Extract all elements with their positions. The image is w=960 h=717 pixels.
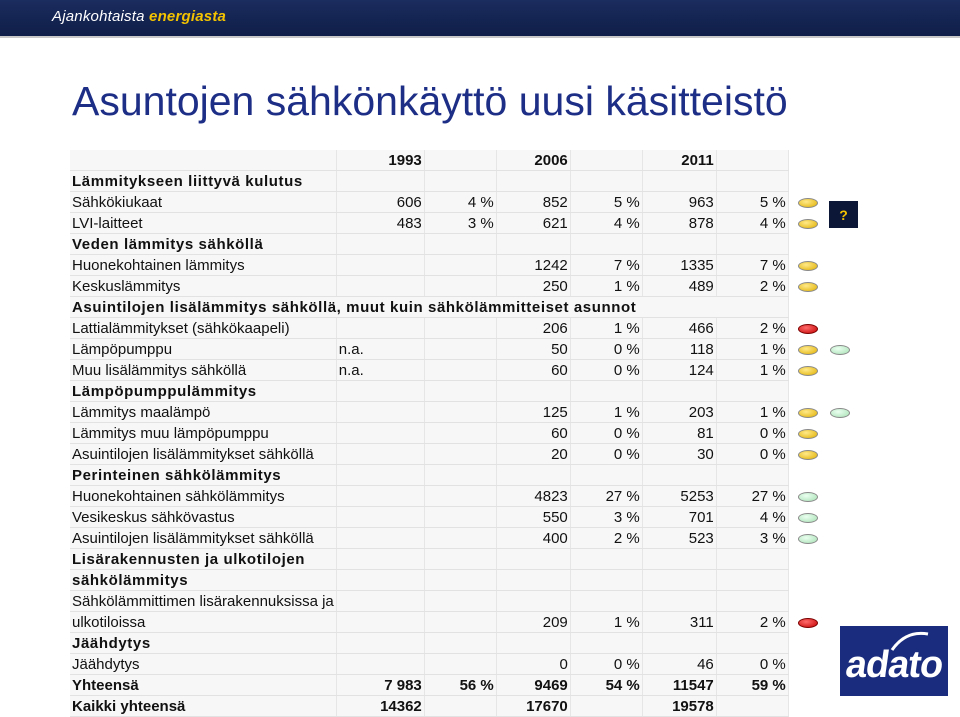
value-cell <box>336 612 424 633</box>
value-cell: 0 <box>496 654 570 675</box>
share-cell: 27 % <box>570 486 642 507</box>
row-label: Asuintilojen lisälämmitykset sähköllä <box>70 528 336 549</box>
share-cell <box>424 423 496 444</box>
red-indicator-icon <box>798 618 818 628</box>
share-cell <box>570 171 642 192</box>
table-row <box>70 444 788 465</box>
value-cell: 60 <box>496 423 570 444</box>
value-cell: 852 <box>496 192 570 213</box>
share-cell: 4 % <box>570 213 642 234</box>
table-row <box>70 486 788 507</box>
share-cell <box>424 444 496 465</box>
share-cell: 2 % <box>716 612 788 633</box>
share-cell: 0 % <box>570 423 642 444</box>
share-cell <box>716 570 788 591</box>
page-title: Asuntojen sähkönkäyttö uusi käsitteistö <box>72 78 788 124</box>
table-row <box>70 213 788 234</box>
share-cell: 5 % <box>716 192 788 213</box>
table-row <box>70 507 788 528</box>
share-cell: 2 % <box>716 318 788 339</box>
share-cell <box>424 528 496 549</box>
year-header-row <box>70 150 788 171</box>
value-cell: 878 <box>642 213 716 234</box>
value-cell: 9469 <box>496 675 570 696</box>
value-cell: 46 <box>642 654 716 675</box>
row-label: Lämmitys muu lämpöpumppu <box>70 423 336 444</box>
share-cell <box>716 234 788 255</box>
value-cell <box>336 507 424 528</box>
yellow-indicator-icon <box>798 198 818 208</box>
share-cell: 4 % <box>716 507 788 528</box>
share-cell <box>570 381 642 402</box>
value-cell: 4823 <box>496 486 570 507</box>
value-cell <box>336 318 424 339</box>
value-cell <box>336 234 424 255</box>
share-cell: 4 % <box>716 213 788 234</box>
share-cell <box>424 633 496 654</box>
share-cell <box>424 402 496 423</box>
table-row <box>70 297 788 318</box>
row-label: Lämpöpumppulämmitys <box>70 381 336 402</box>
value-cell: 701 <box>642 507 716 528</box>
table-row <box>70 255 788 276</box>
row-label: Jäähdytys <box>70 654 336 675</box>
share-cell <box>424 654 496 675</box>
value-cell: 14362 <box>336 696 424 717</box>
year-header: 1993 <box>336 150 424 171</box>
table-row <box>70 360 788 381</box>
green-indicator-icon <box>798 513 818 523</box>
value-cell <box>336 591 424 612</box>
value-cell: 20 <box>496 444 570 465</box>
share-cell <box>570 570 642 591</box>
share-cell: 54 % <box>570 675 642 696</box>
share-cell: 3 % <box>716 528 788 549</box>
share-cell <box>424 318 496 339</box>
yellow-indicator-icon <box>798 366 818 376</box>
share-cell <box>424 696 496 717</box>
share-cell: 5 % <box>570 192 642 213</box>
brand-text: Ajankohtaista energiasta <box>52 8 227 25</box>
value-cell <box>496 465 570 486</box>
yellow-indicator-icon <box>798 345 818 355</box>
share-cell: 3 % <box>570 507 642 528</box>
question-mark-badge: ? <box>829 201 858 228</box>
header-divider <box>0 36 960 38</box>
share-cell: 4 % <box>424 192 496 213</box>
yellow-indicator-icon <box>798 429 818 439</box>
share-cell <box>424 507 496 528</box>
row-label: LVI-laitteet <box>70 213 336 234</box>
logo-wordmark: adato <box>843 644 946 686</box>
value-cell: 483 <box>336 213 424 234</box>
share-cell: 0 % <box>716 654 788 675</box>
table-row <box>70 675 788 696</box>
share-cell <box>716 381 788 402</box>
table-row <box>70 192 788 213</box>
value-cell: 963 <box>642 192 716 213</box>
table-row <box>70 654 788 675</box>
value-cell <box>642 570 716 591</box>
value-cell <box>336 171 424 192</box>
table-row <box>70 339 788 360</box>
value-cell: 250 <box>496 276 570 297</box>
top-bar <box>0 0 960 36</box>
share-cell: 2 % <box>570 528 642 549</box>
share-cell <box>424 591 496 612</box>
value-cell: 17670 <box>496 696 570 717</box>
row-label: Yhteensä <box>70 675 336 696</box>
share-cell <box>570 465 642 486</box>
consumption-table <box>70 150 789 717</box>
row-label: Lisärakennusten ja ulkotilojen <box>70 549 336 570</box>
year-header: 2011 <box>642 150 716 171</box>
share-cell: 7 % <box>570 255 642 276</box>
value-cell: 19578 <box>642 696 716 717</box>
year-header: 2006 <box>496 150 570 171</box>
value-cell: 621 <box>496 213 570 234</box>
yellow-indicator-icon <box>798 408 818 418</box>
share-cell <box>424 486 496 507</box>
value-cell: 209 <box>496 612 570 633</box>
table-row <box>70 423 788 444</box>
row-label: Vesikeskus sähkövastus <box>70 507 336 528</box>
share-cell <box>570 696 642 717</box>
share-cell <box>424 339 496 360</box>
value-cell: 550 <box>496 507 570 528</box>
value-cell: 523 <box>642 528 716 549</box>
share-cell: 1 % <box>570 276 642 297</box>
value-cell <box>336 528 424 549</box>
value-cell: 7 983 <box>336 675 424 696</box>
share-cell: 7 % <box>716 255 788 276</box>
value-cell: 125 <box>496 402 570 423</box>
share-cell: 2 % <box>716 276 788 297</box>
table-row <box>70 318 788 339</box>
value-cell <box>336 423 424 444</box>
value-cell: 206 <box>496 318 570 339</box>
row-label: Sähkölämmittimen lisärakennuksissa ja <box>70 591 336 612</box>
share-cell: 0 % <box>570 444 642 465</box>
value-cell <box>496 549 570 570</box>
value-cell <box>642 465 716 486</box>
value-cell: 489 <box>642 276 716 297</box>
value-cell <box>336 255 424 276</box>
row-label: Muu lisälämmitys sähköllä <box>70 360 336 381</box>
share-cell <box>716 171 788 192</box>
value-cell: 60 <box>496 360 570 381</box>
share-cell <box>570 633 642 654</box>
share-cell: 1 % <box>570 318 642 339</box>
value-cell <box>336 549 424 570</box>
value-cell <box>496 171 570 192</box>
table-row <box>70 171 788 192</box>
table-row <box>70 570 788 591</box>
row-label: Veden lämmitys sähköllä <box>70 234 336 255</box>
yellow-indicator-icon <box>798 282 818 292</box>
share-cell: 0 % <box>570 360 642 381</box>
table-row <box>70 402 788 423</box>
value-cell: 400 <box>496 528 570 549</box>
green-indicator-icon <box>798 492 818 502</box>
share-cell <box>570 591 642 612</box>
row-label: Lämpöpumppu <box>70 339 336 360</box>
value-cell: 1242 <box>496 255 570 276</box>
value-cell <box>496 633 570 654</box>
value-cell: 118 <box>642 339 716 360</box>
share-cell <box>716 696 788 717</box>
value-cell: 124 <box>642 360 716 381</box>
value-cell <box>336 486 424 507</box>
value-cell <box>336 381 424 402</box>
table-row <box>70 465 788 486</box>
value-cell: 1335 <box>642 255 716 276</box>
row-label: Kaikki yhteensä <box>70 696 336 717</box>
row-label: Perinteinen sähkölämmitys <box>70 465 336 486</box>
share-cell <box>424 381 496 402</box>
value-cell: 466 <box>642 318 716 339</box>
share-cell: 1 % <box>570 612 642 633</box>
table-row <box>70 696 788 717</box>
row-label: Asuintilojen lisälämmitys sähköllä, muut kuin sähkölämmitteiset asunnot <box>70 297 788 318</box>
logo-swoosh-icon <box>890 630 930 652</box>
value-cell <box>336 276 424 297</box>
value-cell: 606 <box>336 192 424 213</box>
row-label: Huonekohtainen lämmitys <box>70 255 336 276</box>
value-cell <box>496 570 570 591</box>
yellow-indicator-icon <box>798 219 818 229</box>
share-cell <box>716 465 788 486</box>
row-label: Lämmitys maalämpö <box>70 402 336 423</box>
row-label: Jäähdytys <box>70 633 336 654</box>
share-cell: 27 % <box>716 486 788 507</box>
value-cell <box>642 633 716 654</box>
value-cell <box>642 234 716 255</box>
share-cell: 56 % <box>424 675 496 696</box>
share-cell <box>570 549 642 570</box>
row-label: sähkölämmitys <box>70 570 336 591</box>
table-row <box>70 276 788 297</box>
value-cell <box>336 444 424 465</box>
value-cell: 30 <box>642 444 716 465</box>
value-cell: 81 <box>642 423 716 444</box>
value-cell: 11547 <box>642 675 716 696</box>
value-cell: n.a. <box>336 360 424 381</box>
share-cell <box>716 591 788 612</box>
value-cell <box>336 633 424 654</box>
table-row <box>70 633 788 654</box>
table-row <box>70 591 788 612</box>
row-label: Lattialämmitykset (sähkökaapeli) <box>70 318 336 339</box>
value-cell <box>336 654 424 675</box>
table-row <box>70 528 788 549</box>
share-cell <box>424 465 496 486</box>
value-cell <box>642 381 716 402</box>
value-cell <box>496 234 570 255</box>
value-cell: 203 <box>642 402 716 423</box>
yellow-indicator-icon <box>798 450 818 460</box>
share-cell: 0 % <box>716 444 788 465</box>
share-cell <box>424 570 496 591</box>
share-cell: 0 % <box>570 654 642 675</box>
value-cell <box>496 381 570 402</box>
value-cell <box>642 549 716 570</box>
share-cell <box>716 549 788 570</box>
row-label: Sähkökiukaat <box>70 192 336 213</box>
table-row <box>70 549 788 570</box>
table-row <box>70 612 788 633</box>
value-cell: 311 <box>642 612 716 633</box>
value-cell <box>336 570 424 591</box>
value-cell: 50 <box>496 339 570 360</box>
share-cell <box>424 612 496 633</box>
row-label: Huonekohtainen sähkölämmitys <box>70 486 336 507</box>
table-row <box>70 234 788 255</box>
share-cell <box>570 234 642 255</box>
table-row <box>70 381 788 402</box>
share-cell: 0 % <box>570 339 642 360</box>
row-label: Keskuslämmitys <box>70 276 336 297</box>
share-cell: 1 % <box>716 339 788 360</box>
value-cell <box>642 171 716 192</box>
share-cell <box>424 360 496 381</box>
share-cell: 59 % <box>716 675 788 696</box>
share-cell <box>424 255 496 276</box>
share-cell <box>716 633 788 654</box>
share-cell <box>424 171 496 192</box>
value-cell: n.a. <box>336 339 424 360</box>
share-cell: 3 % <box>424 213 496 234</box>
green-indicator-icon <box>830 408 850 418</box>
share-cell <box>424 549 496 570</box>
value-cell <box>336 465 424 486</box>
green-indicator-icon <box>830 345 850 355</box>
share-cell <box>424 234 496 255</box>
share-cell <box>424 276 496 297</box>
red-indicator-icon <box>798 324 818 334</box>
row-label: Asuintilojen lisälämmitykset sähköllä <box>70 444 336 465</box>
row-label: ulkotiloissa <box>70 612 336 633</box>
value-cell <box>336 402 424 423</box>
value-cell: 5253 <box>642 486 716 507</box>
share-cell: 1 % <box>716 402 788 423</box>
yellow-indicator-icon <box>798 261 818 271</box>
adato-logo <box>840 626 948 696</box>
value-cell <box>496 591 570 612</box>
share-cell: 1 % <box>570 402 642 423</box>
green-indicator-icon <box>798 534 818 544</box>
value-cell <box>642 591 716 612</box>
share-cell: 1 % <box>716 360 788 381</box>
row-label: Lämmitykseen liittyvä kulutus <box>70 171 336 192</box>
share-cell: 0 % <box>716 423 788 444</box>
